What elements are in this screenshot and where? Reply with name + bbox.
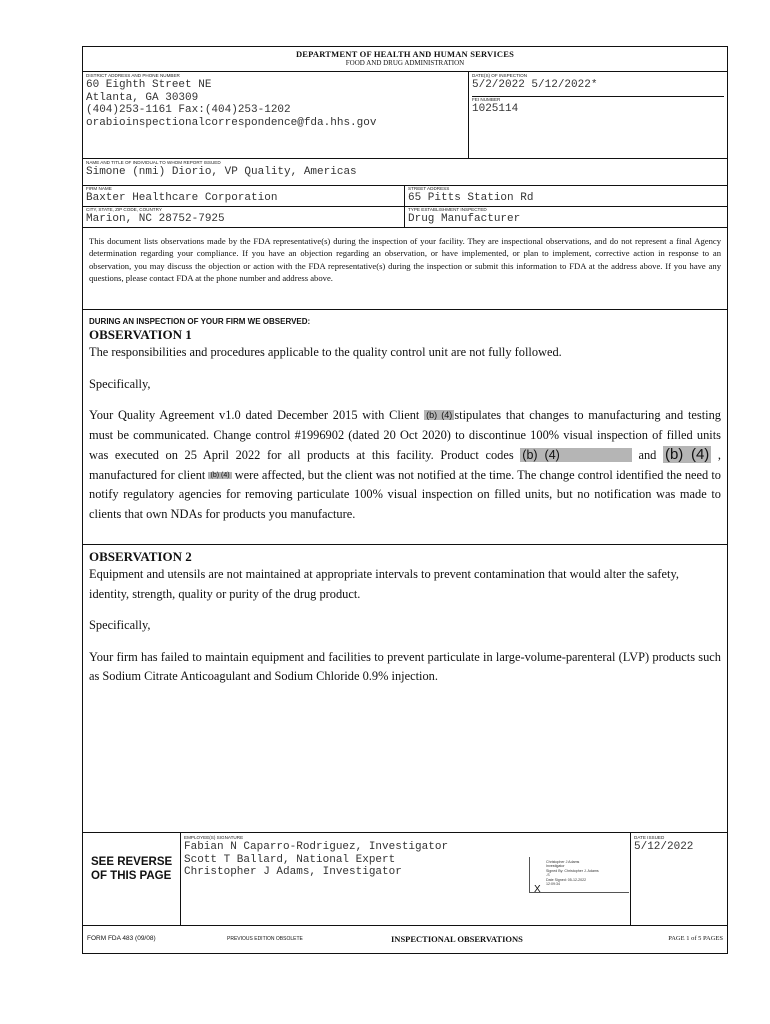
observations-section: [83, 310, 727, 833]
address-row: [83, 72, 727, 159]
redaction-product-codes: (b) (4): [520, 448, 632, 462]
signature-row: [83, 833, 727, 926]
firm-name-cell: [83, 186, 405, 206]
observation-2-specifically: Specifically,: [89, 618, 151, 632]
signature-x-mark: X: [534, 884, 541, 895]
establishment-label: TYPE ESTABLISHMENT INSPECTED: [408, 207, 487, 212]
fei-label: FEI NUMBER: [472, 97, 501, 102]
footer-title: INSPECTIONAL OBSERVATIONS: [391, 933, 523, 944]
street-label: STREET ADDRESS: [408, 186, 450, 191]
digital-signature-box: [529, 857, 629, 893]
digital-signature-text: Christopher J Adams Investigator Signed By: Christopher J. Adams -S Date Signed: 05-12-2022 12:09:34: [546, 860, 599, 887]
establishment-cell: [405, 207, 727, 227]
see-reverse-cell: SEE REVERSE OF THIS PAGE: [83, 833, 181, 925]
employee-signature-cell: [181, 833, 527, 925]
city-label: CITY, STATE, ZIP CODE, COUNTRY: [86, 207, 162, 212]
obs1-text-part-3: and: [631, 448, 663, 462]
observation-1-title: OBSERVATION 1: [89, 327, 192, 342]
observation-2-text: Your firm has failed to maintain equipment and facilities to prevent particulate in large-volume-parenteral (LVP) products such as Sodium Citrate Anticoagulant and Sodium Chloride 0.9% injection.: [89, 649, 721, 683]
department-title: DEPARTMENT OF HEALTH AND HUMAN SERVICES: [295, 49, 515, 59]
obs1-text-part-2: stipulates that changes to manufacturing and testing must be communicated. Change control #1996902 (dated 20 Oct 2020) to discontinue 100% visual inspection of filled units was executed on 25 April 2022 for all products at this facility. Product codes: [89, 408, 721, 462]
previous-edition-note: PREVIOUS EDITION OBSOLETE: [227, 935, 303, 942]
street-value: 65 Pitts Station Rd: [408, 192, 534, 204]
form-footer: [83, 926, 727, 951]
date-issued-label: DATE ISSUED: [634, 835, 665, 840]
observation-1-text: [89, 406, 721, 524]
observation-1-summary: The responsibilities and procedures applicable to the quality control unit are not fully followed.: [89, 345, 562, 359]
digital-signature-cell: [527, 833, 631, 925]
district-line-3: (404)253-1161 Fax:(404)253-1202: [86, 104, 291, 116]
form-number: FORM FDA 483 (09/08): [87, 935, 156, 942]
district-line-4: orabioinspectionalcorrespondence@fda.hhs.gov: [86, 116, 377, 129]
fei-value: 1025114: [472, 103, 519, 115]
redaction-product-code-2: (b) (4): [664, 446, 710, 463]
employee-2: Scott T Ballard, National Expert: [184, 853, 396, 866]
firm-name-value: Baxter Healthcare Corporation: [86, 192, 278, 204]
recipient-row: [83, 159, 727, 186]
observations-intro: DURING AN INSPECTION OF YOUR FIRM WE OBSERVED:: [89, 317, 311, 326]
fei-cell: [472, 97, 724, 116]
firm-name-label: FIRM NAME: [86, 186, 112, 191]
district-address-label: DISTRICT ADDRESS AND PHONE NUMBER: [86, 73, 180, 78]
date-issued-value: 5/12/2022: [634, 841, 694, 853]
form-header: [83, 49, 727, 72]
inspection-dates-cell: [472, 73, 724, 97]
establishment-value: Drug Manufacturer: [408, 213, 521, 225]
agency-title: FOOD AND DRUG ADMINISTRATION: [345, 59, 465, 67]
employee-1: Fabian N Caparro-Rodriguez, Investigator: [184, 841, 449, 853]
observation-2-title: OBSERVATION 2: [89, 549, 192, 564]
recipient-value: Simone (nmi) Diorio, VP Quality, Americas: [86, 166, 357, 178]
street-cell: [405, 186, 727, 206]
observation-1-specifically: Specifically,: [89, 376, 151, 391]
district-address-cell: [83, 72, 469, 158]
redaction-client-2: (b) (4): [210, 471, 230, 479]
fda-483-form: [82, 46, 728, 954]
date-issued-cell: [631, 833, 727, 925]
obs1-text-part-1: Your Quality Agreement v1.0 dated December 2015 with Client: [89, 408, 425, 422]
city-row: [83, 207, 727, 228]
employee-3: Christopher J Adams, Investigator: [184, 866, 402, 878]
observation-2-summary: Equipment and utensils are not maintained at appropriate intervals to prevent contamination that would alter the safety, identity, strength, quality or purity of the drug product.: [89, 567, 679, 601]
recipient-label: NAME AND TITLE OF INDIVIDUAL TO WHOM REPORT ISSUED: [86, 160, 221, 165]
employee-signature-label: EMPLOYEE(S) SIGNATURE: [184, 835, 244, 840]
redaction-client-1: (b) (4): [426, 410, 453, 420]
firm-row: [83, 186, 727, 207]
notice-paragraph: This document lists observations made by the FDA representative(s) during the inspection of your facility. They are inspectional observations, and do not represent a final Agency determination regarding your compliance. If you have an objection regarding an observation, or have implemented, or plan to implement, corrective action in response to an observation, you may discuss the objection or action with the FDA representative(s) during the inspection or submit this information to FDA at the address above. If you have any questions, please contact FDA at the phone number and address above.: [83, 228, 727, 310]
city-cell: [83, 207, 405, 227]
page-count: PAGE 1 of 5 PAGES: [668, 935, 723, 942]
city-value: Marion, NC 28752-7925: [86, 213, 225, 225]
observation-divider: [83, 544, 727, 545]
obs1-text-part-5: were affected, but the client was not notified at the time. The change control identified the need to notify regulatory agencies for removing particulate 100% visual inspection on filled units, but no notification was made to clients that own NDAs for products you manufacture.: [89, 467, 721, 521]
inspection-dates-label: DATE(S) OF INSPECTION: [472, 73, 528, 78]
district-line-1: 60 Eighth Street NE: [86, 79, 212, 91]
dates-cell: [469, 72, 727, 158]
district-line-2: Atlanta, GA 30309: [86, 91, 199, 104]
obs1-text-part-4: , manufactured for client: [89, 448, 721, 482]
inspection-dates-value: 5/2/2022 5/12/2022*: [472, 79, 598, 91]
